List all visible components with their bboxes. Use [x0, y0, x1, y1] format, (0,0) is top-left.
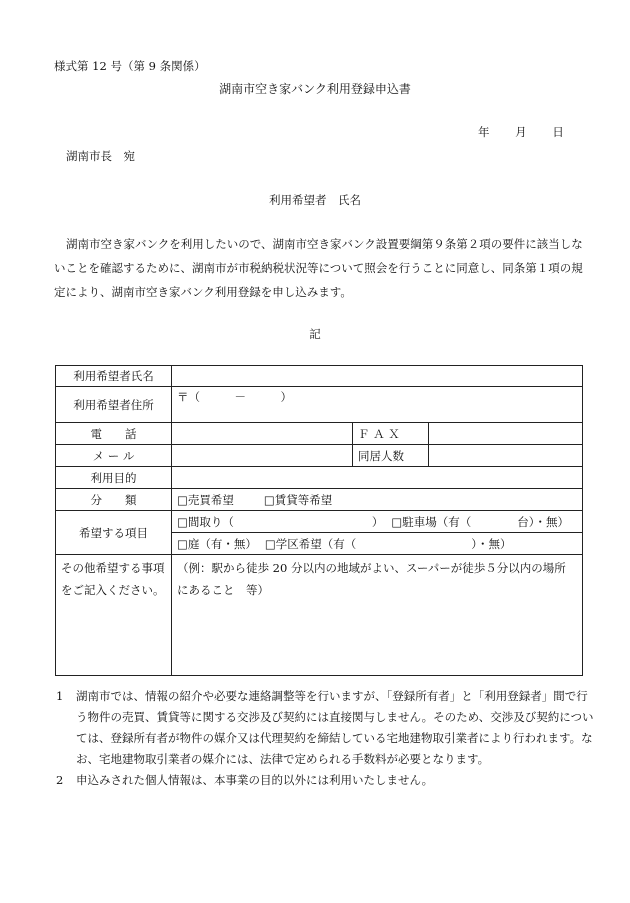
document-title: 湖南市空き家バンク利用登録申込書	[219, 82, 411, 96]
category-sale-checkbox[interactable]: □売買希望	[177, 492, 234, 507]
household-field[interactable]	[429, 445, 583, 467]
note-number: 2	[56, 773, 64, 787]
phone-label: 電 話	[56, 423, 172, 445]
wish-row-1	[172, 511, 583, 533]
table-row	[56, 467, 583, 489]
category-label: 分 類	[56, 489, 172, 511]
fax-field[interactable]	[429, 423, 583, 445]
household-label: 同居人数	[353, 445, 429, 467]
form-number: 様式第 12 号（第 9 条関係）	[54, 59, 206, 73]
other-wishes-field[interactable]	[172, 555, 583, 676]
zip-code-text: 〒（ － ）	[177, 390, 292, 404]
table-row	[56, 423, 583, 445]
phone-field[interactable]	[172, 423, 353, 445]
applicant-name-line: 利用希望者 氏名	[269, 193, 361, 207]
address-label: 利用希望者住所	[56, 387, 172, 423]
note-text: 湖南市では、情報の紹介や必要な連絡調整等を行いますが、「登録所有者」と「利用登録者」間で行う物件の売買、賃貸等に関する交渉及び契約には直接関与しません。そのため、交渉及び契約については、登録所有者が物件の媒介又は代理契約を締結している宅地建物取引業者により行われます。なお、宅地建物取引業者の媒介には、法律で定められる手数料が必要となります。	[76, 689, 594, 766]
name-label: 利用希望者氏名	[56, 366, 172, 387]
list-item	[54, 770, 594, 791]
table-row	[56, 366, 583, 387]
other-wishes-example: （例：駅から徒歩 20 分以内の地域がよい、スーパーが徒歩５分以内の場所にあること 等）	[177, 561, 566, 597]
addressee: 湖南市長 宛	[66, 149, 135, 163]
address-field[interactable]	[172, 387, 583, 423]
date-day: 日	[552, 125, 564, 139]
name-field[interactable]	[172, 366, 583, 387]
note-number: 1	[56, 689, 64, 703]
wish-row-2	[172, 533, 583, 555]
date-line	[478, 124, 586, 140]
table-row	[56, 555, 583, 676]
table-row	[56, 445, 583, 467]
category-lease-checkbox[interactable]: □賃貸等希望	[263, 492, 333, 507]
table-row	[56, 511, 583, 533]
ki-heading: 記	[309, 327, 321, 341]
table-row	[56, 387, 583, 423]
wish-label: 希望する項目	[56, 511, 172, 555]
table-row	[56, 489, 583, 511]
fax-label: Ｆ Ａ Ｘ	[353, 423, 429, 445]
date-month: 月	[515, 125, 527, 139]
purpose-field[interactable]	[172, 467, 583, 489]
note-text: 申込みされた個人情報は、本事業の目的以外には利用いたしません。	[76, 773, 434, 787]
date-year: 年	[478, 125, 490, 139]
application-table	[55, 365, 583, 676]
category-options	[172, 489, 583, 511]
other-wishes-label: その他希望する事項をご記入ください。	[56, 555, 172, 676]
application-statement: 湖南市空き家バンクを利用したいので、湖南市空き家バンク設置要綱第９条第２項の要件に該当しないことを確認するために、湖南市が市税納税状況等について照会を行うことに同意し、同条第１項の規定により、湖南市空き家バンク利用登録を申し込みます。	[54, 237, 583, 299]
notes-list	[54, 686, 594, 791]
purpose-label: 利用目的	[56, 467, 172, 489]
mail-label: メ ー ル	[56, 445, 172, 467]
list-item	[54, 686, 594, 770]
garden-checkbox[interactable]: □庭（有・無）	[177, 536, 257, 551]
mail-field[interactable]	[172, 445, 353, 467]
parking-checkbox[interactable]: □駐車場（有（ 台）・無）	[391, 514, 569, 529]
school-checkbox[interactable]: □学区希望（有（ ）・無）	[264, 536, 512, 551]
madori-checkbox[interactable]: □間取り（ ）	[177, 514, 384, 529]
